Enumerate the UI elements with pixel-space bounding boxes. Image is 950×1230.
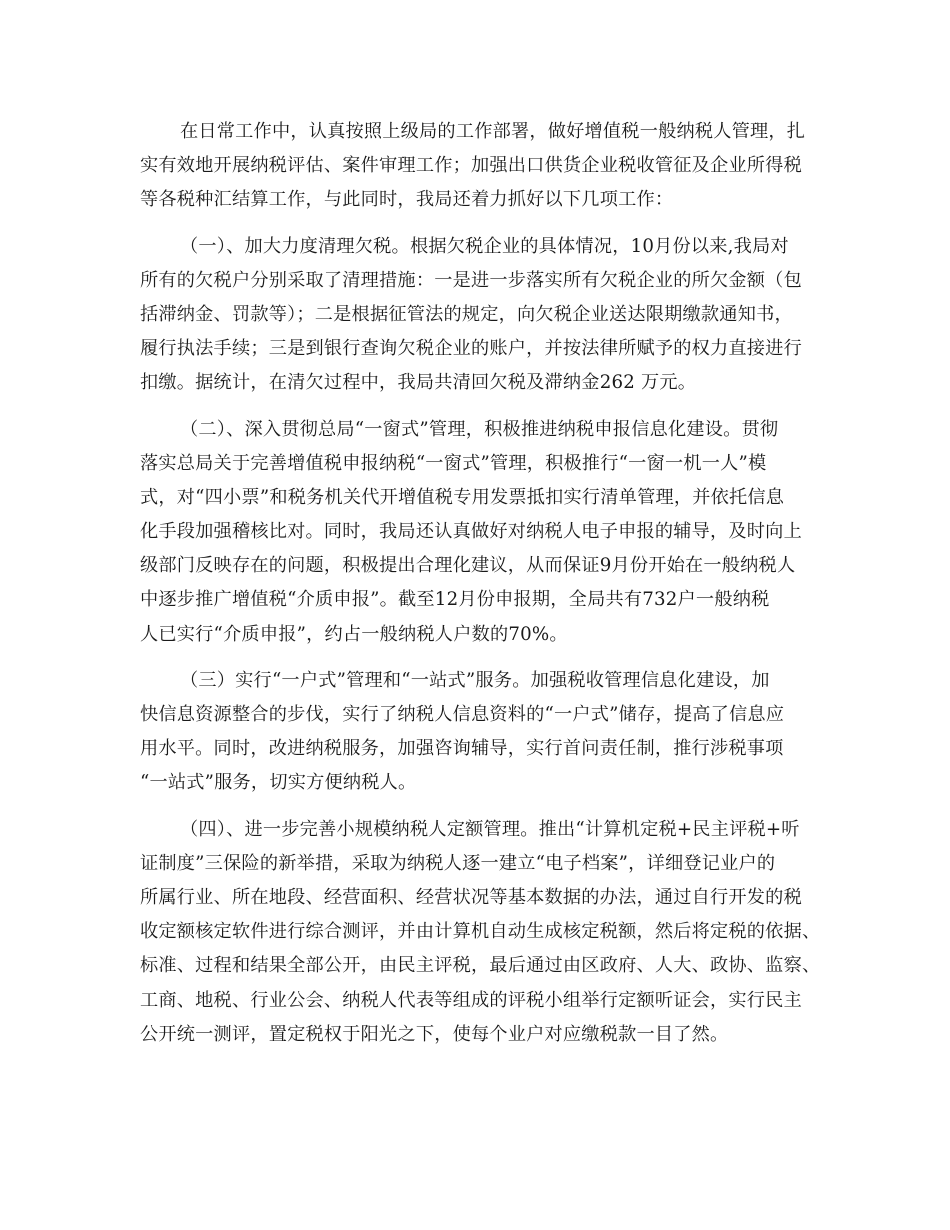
paragraph-line: （四）、进一步完善小规模纳税人定额管理。推出“计算机定税+民主评税+听: [180, 818, 800, 840]
paragraph-line: 式，对“四小票”和税务机关代开增值税专用发票抵扣实行清单管理，并依托信息: [140, 486, 785, 508]
paragraph: [140, 230, 816, 401]
paragraph-line: 工商、地税、行业公会、纳税人代表等组成的评税小组举行定额听证会，实行民主: [140, 989, 802, 1011]
paragraph-line: 化手段加强稽核比对。同时，我局还认真做好对纳税人电子申报的辅导，及时向上: [140, 521, 802, 543]
paragraph: [140, 664, 816, 801]
paragraph-line: 履行执法手续；三是到银行查询欠税企业的账户，并按法律所赋予的权力直接进行: [140, 338, 802, 360]
paragraph-line: （二）、深入贯彻总局“一窗式”管理，积极推进纳税申报信息化建设。贯彻: [180, 418, 779, 440]
paragraph-line: 所属行业、所在地段、经营面积、经营状况等基本数据的办法，通过自行开发的税: [140, 886, 802, 908]
paragraph-gap: [140, 801, 816, 813]
paragraph: [140, 115, 816, 218]
paragraph-line: 等各税种汇结算工作，与此同时，我局还着力抓好以下几项工作：: [140, 189, 674, 211]
paragraph-gap: [140, 652, 816, 664]
paragraph-line: 标准、过程和结果全部公开，由民主评税，最后通过由区政府、人大、政协、监察、: [140, 955, 821, 977]
paragraph-line: （三）实行“一户式”管理和“一站式”服务。加强税收管理信息化建设，加: [180, 669, 770, 691]
paragraph-line: 落实总局关于完善增值税申报纳税“一窗式”管理，积极推行“一窗一机一人”模: [140, 452, 767, 474]
paragraph-line: 括滞纳金、罚款等）；二是根据征管法的规定，向欠税企业送达限期缴款通知书，: [140, 303, 793, 325]
paragraph-line: 公开统一测评，置定税权于阳光之下，使每个业户对应缴税款一目了然。: [140, 1023, 729, 1045]
paragraph-line: “一站式”服务，切实方便纳税人。: [140, 772, 417, 794]
paragraph-gap: [140, 401, 816, 413]
paragraph-line: 快信息资源整合的步伐，实行了纳税人信息资料的“一户式”储存，提高了信息应: [140, 704, 785, 725]
paragraph: [140, 413, 816, 652]
paragraph-line: 所有的欠税户分别采取了清理措施：一是进一步落实所有欠税企业的所欠金额（包: [140, 269, 802, 291]
paragraph-line: 在日常工作中，认真按照上级局的工作部署，做好增值税一般纳税人管理，扎: [180, 121, 806, 142]
paragraph-line: 级部门反映存在的问题，积极提出合理化建议，从而保证9月份开始在一般纳税人: [140, 555, 796, 577]
paragraph-gap: [140, 218, 816, 230]
paragraph: [140, 813, 821, 1052]
paragraph-line: 实有效地开展纳税评估、案件审理工作；加强出口供货企业税收管征及企业所得税: [140, 155, 802, 177]
paragraph-line: 中逐步推广增值税“介质申报”。截至12月份申报期，全局共有732户一般纳税: [140, 589, 770, 611]
paragraph-line: 证制度”三保险的新举措，采取为纳税人逐一建立“电子档案”，详细登记业户的: [140, 852, 776, 874]
paragraph-line: 用水平。同时，改进纳税服务，加强咨询辅导，实行首问责任制，推行涉税事项: [140, 738, 784, 760]
document-body: [140, 115, 821, 1052]
paragraph-line: （一）、加大力度清理欠税。根据欠税企业的具体情况，10月份以来,我局对: [180, 235, 789, 257]
paragraph-line: 扣缴。据统计，在清欠过程中，我局共清回欠税及滞纳金262 万元。: [140, 372, 697, 394]
paragraph-line: 收定额核定软件进行综合测评，并由计算机自动生成核定税额，然后将定税的依据、: [140, 921, 821, 943]
paragraph-line: 人已实行“介质申报”，约占一般纳税人户数的70%。: [140, 623, 568, 645]
